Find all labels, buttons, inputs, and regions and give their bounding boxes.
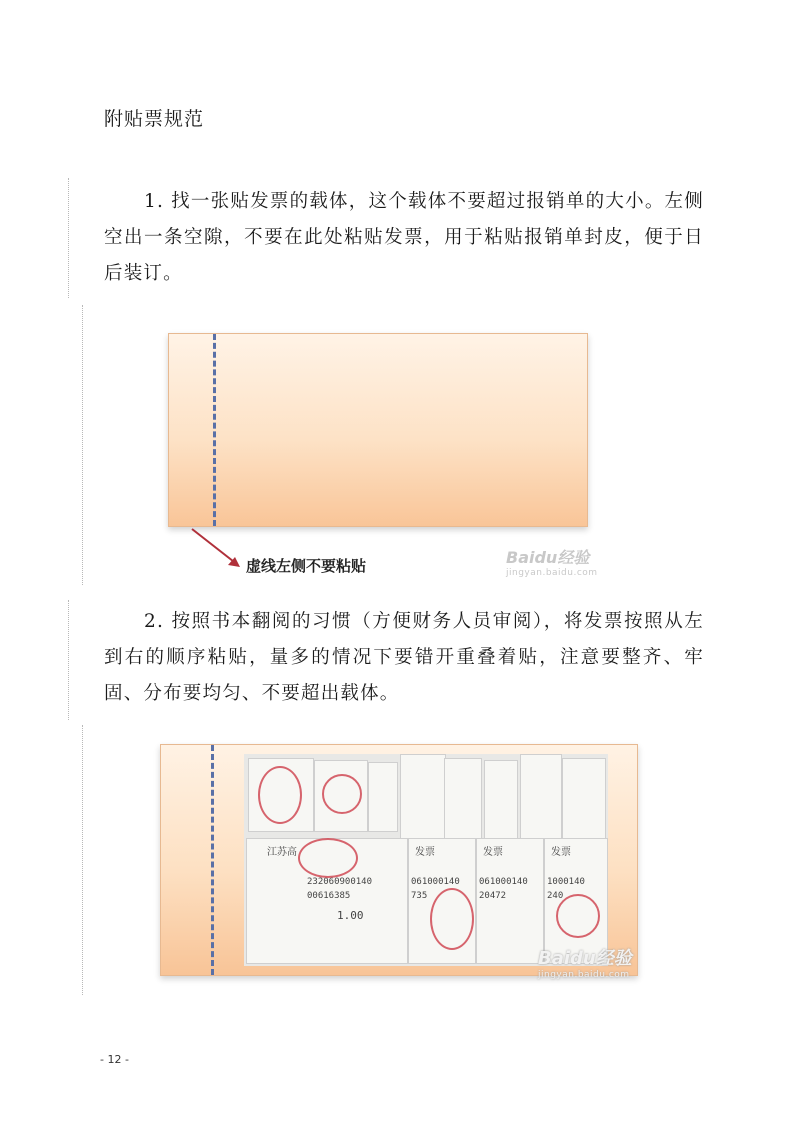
watermark-url: jingyan.baidu.com [538, 970, 630, 980]
baidu-watermark [538, 944, 632, 980]
binding-dash-line [213, 334, 216, 526]
page-number: - 12 - [100, 1053, 129, 1066]
section-title: 附贴票规范 [104, 108, 205, 130]
invoice-number: 00616385 [307, 891, 351, 901]
invoice-code: 061000140 [479, 877, 528, 887]
red-seal-stamp [322, 774, 362, 814]
red-seal-stamp [556, 894, 600, 938]
watermark-logo: Baidu经验 [506, 548, 590, 567]
red-seal-stamp [298, 838, 358, 878]
invoice-title: 江苏高 [267, 847, 297, 858]
receipt-slip [562, 758, 606, 842]
invoice-code: 1000140 [547, 877, 585, 887]
receipt-slip [368, 762, 398, 832]
receipt-slip [444, 758, 482, 842]
invoice-code: 232060900140 [307, 877, 373, 887]
invoice-sheet [476, 838, 544, 964]
red-seal-stamp [430, 888, 474, 950]
receipt-slip [520, 754, 562, 842]
arrow-icon [188, 525, 248, 575]
invoice-amount: 1.00 [337, 909, 364, 922]
watermark-logo: Baidu经验 [538, 948, 632, 969]
invoice-carrier-board [168, 333, 588, 527]
invoice-code: 240 [547, 891, 564, 901]
invoice-label: 发票 [551, 847, 571, 858]
receipt-slip [484, 760, 518, 842]
margin-guide [68, 600, 69, 720]
red-seal-stamp [258, 766, 302, 824]
annotation-label: 虚线左侧不要粘贴 [246, 557, 367, 575]
invoice-code: 735 [411, 891, 428, 901]
receipt-slip [400, 754, 446, 840]
invoice-code: 20472 [479, 891, 507, 901]
binding-dash-line [211, 745, 214, 975]
invoice-label: 发票 [483, 847, 503, 858]
pasted-receipts [244, 754, 608, 966]
margin-guide [68, 178, 69, 298]
invoice-code: 061000140 [411, 877, 460, 887]
invoice-label: 发票 [415, 847, 435, 858]
baidu-watermark [506, 545, 598, 578]
margin-guide [82, 725, 83, 995]
step-2-paragraph: 2. 按照书本翻阅的习惯（方便财务人员审阅），将发票按照从左到右的顺序粘贴，量多的情况下要错开重叠着贴，注意要整齐、牢固、分布要均匀、不要超出载体。 [104, 611, 704, 704]
watermark-url: jingyan.baidu.com [506, 568, 598, 578]
step-1-paragraph: 1. 找一张贴发票的载体，这个载体不要超过报销单的大小。左侧空出一条空隙，不要在此处粘贴发票，用于粘贴报销单封皮，便于日后装订。 [104, 191, 704, 284]
margin-guide [82, 305, 83, 585]
